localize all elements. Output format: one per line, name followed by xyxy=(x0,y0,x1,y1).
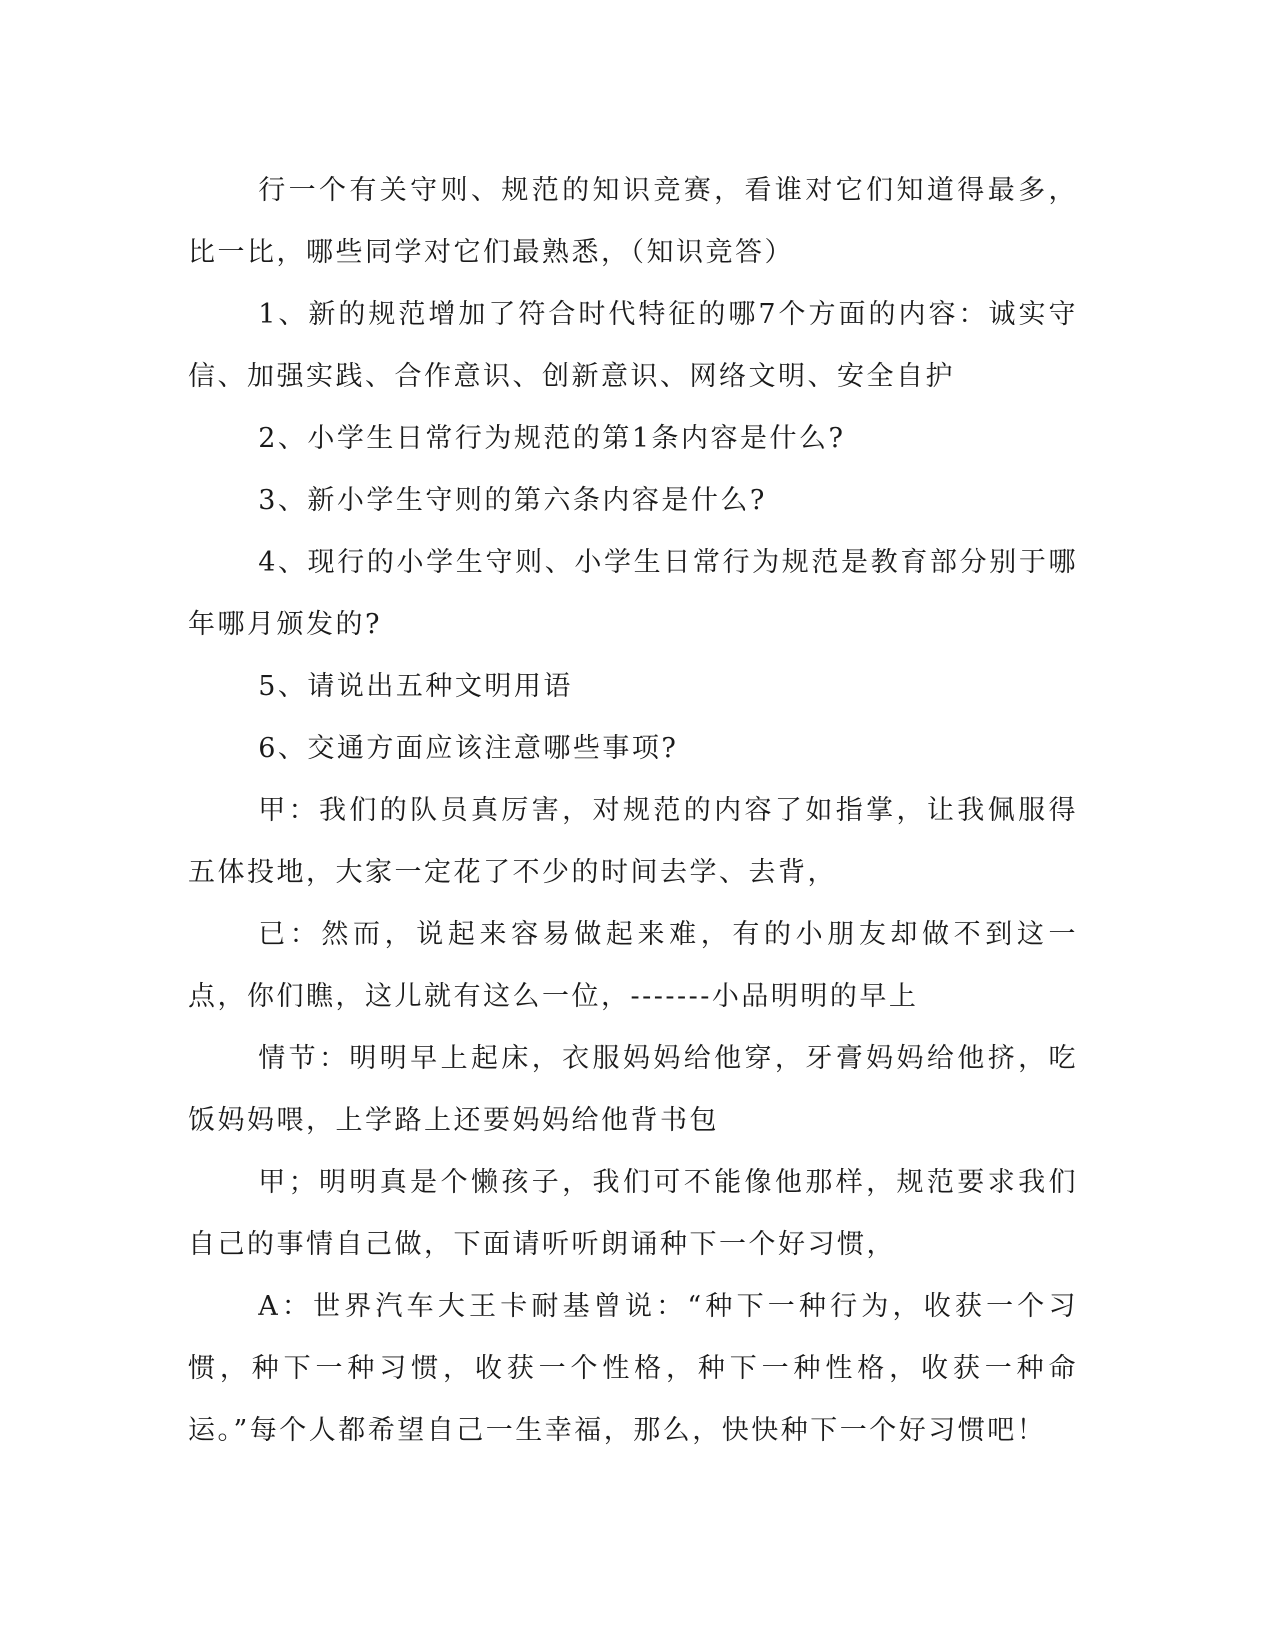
paragraph-question-2: 2、小学生日常行为规范的第1条内容是什么? xyxy=(258,423,846,454)
paragraph-quiz-intro: 行一个有关守则、规范的知识竞赛，看谁对它们知道得最多，比一比，哪些同学对它们最熟悉，（知识竞答） xyxy=(188,175,1078,268)
paragraph-recitation-a: A：世界汽车大王卡耐基曾说：“种下一种行为，收获一个习惯，种下一种习惯，收获一个性格，种下一种性格，收获一种命运。”每个人都希望自己一生幸福，那么，快快种下一个好习惯吧！ xyxy=(188,1291,1078,1446)
paragraph-plot: 情节：明明早上起床，衣服妈妈给他穿，牙膏妈妈给他挤，吃饭妈妈喂，上学路上还要妈妈给他背书包 xyxy=(188,1043,1078,1136)
document-body xyxy=(188,160,1078,1462)
paragraph-host-jia-1: 甲：我们的队员真厉害，对规范的内容了如指掌，让我佩服得五体投地，大家一定花了不少的时间去学、去背， xyxy=(188,795,1078,888)
paragraph-host-jia-2: 甲；明明真是个懒孩子，我们可不能像他那样，规范要求我们自己的事情自己做，下面请听听朗诵种下一个好习惯， xyxy=(188,1167,1078,1260)
paragraph-host-yi: 已：然而，说起来容易做起来难，有的小朋友却做不到这一点，你们瞧，这儿就有这么一位，-------小品明明的早上 xyxy=(188,919,1078,1012)
paragraph-question-6: 6、交通方面应该注意哪些事项? xyxy=(258,733,679,764)
paragraph-question-5: 5、请说出五种文明用语 xyxy=(258,671,573,702)
paragraph-question-1: 1、新的规范增加了符合时代特征的哪7个方面的内容：诚实守信、加强实践、合作意识、创新意识、网络文明、安全自护 xyxy=(188,299,1078,392)
paragraph-question-3: 3、新小学生守则的第六条内容是什么? xyxy=(258,485,767,516)
paragraph-question-4: 4、现行的小学生守则、小学生日常行为规范是教育部分别于哪年哪月颁发的? xyxy=(188,547,1078,640)
